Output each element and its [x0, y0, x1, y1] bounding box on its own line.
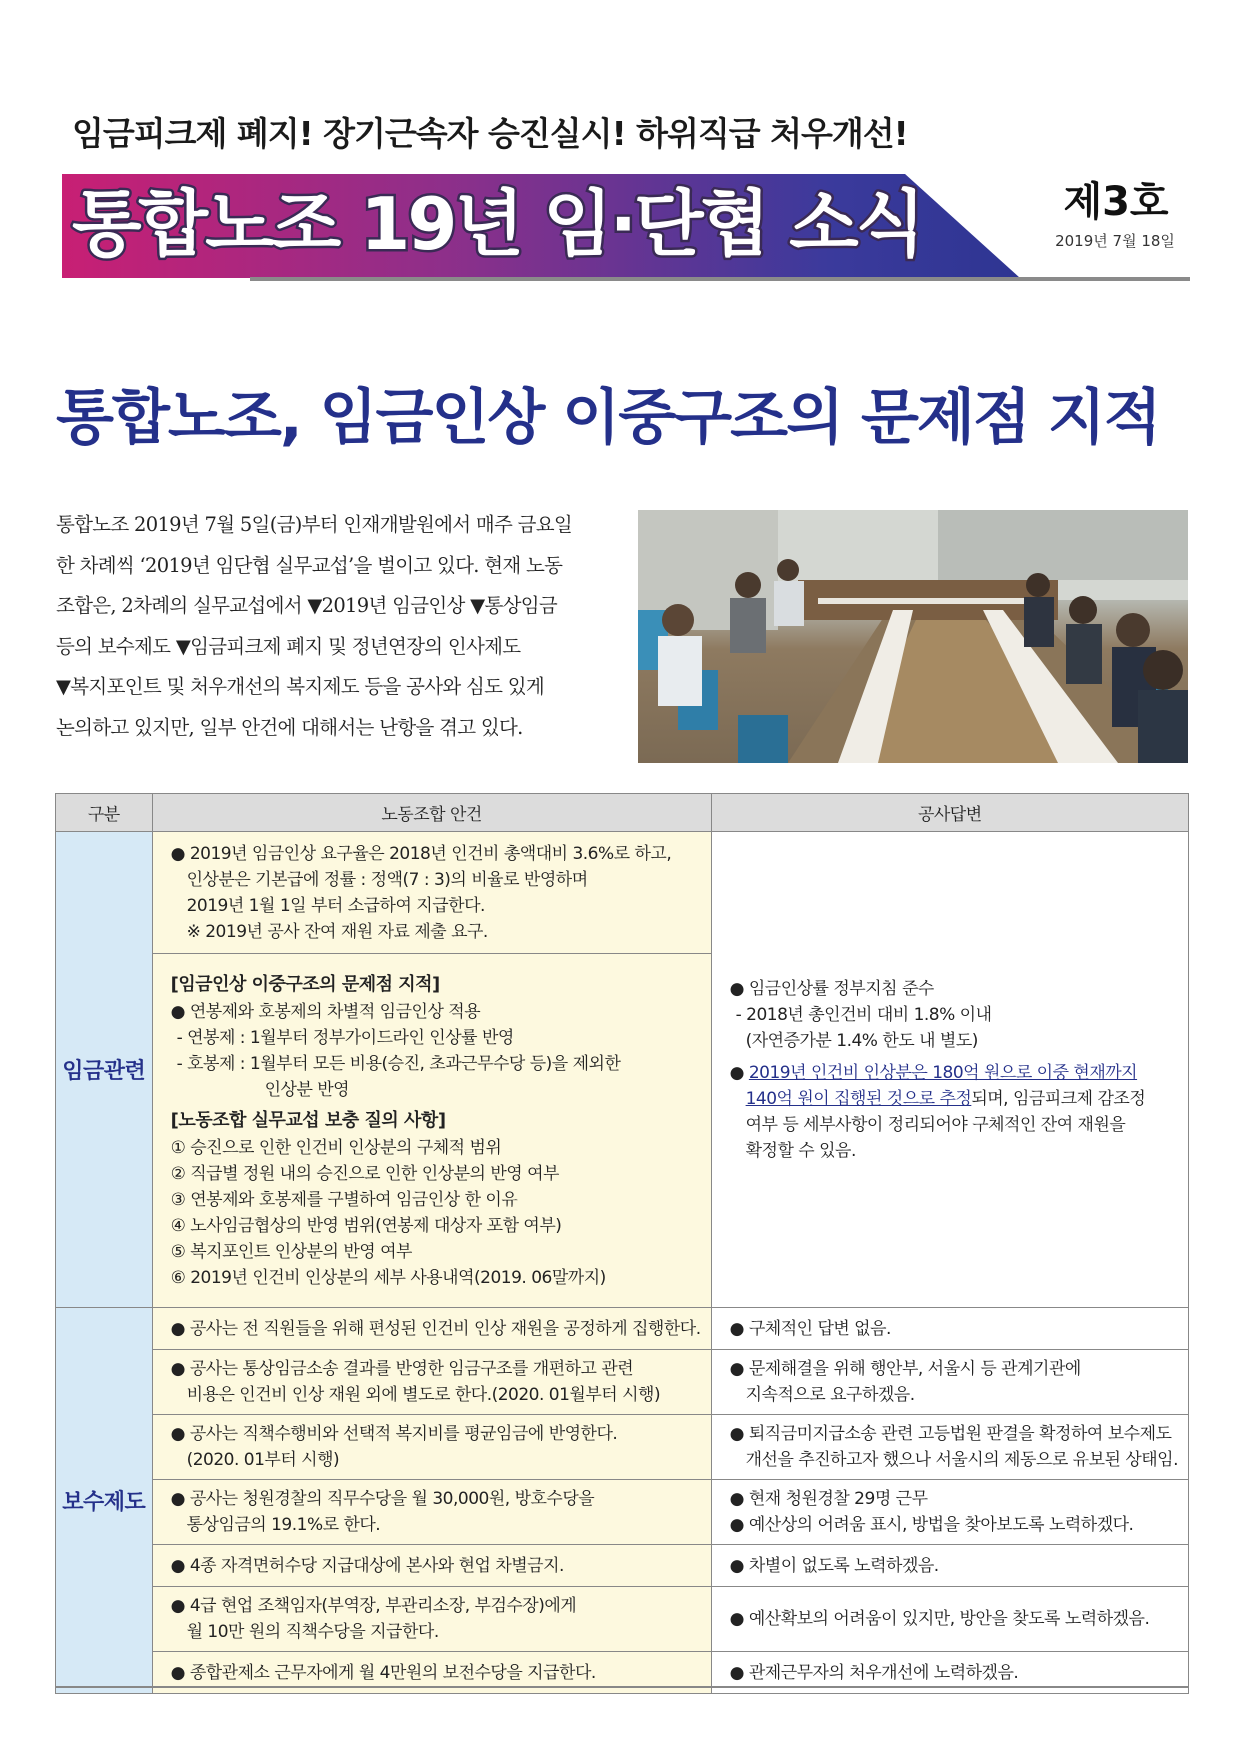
answer-line: 지속적으로 요구하겠음.	[745, 1385, 915, 1405]
proposal-line: 인상분은 기본급에 정률 : 정액(7 : 3)의 비율로 반영하며	[186, 869, 588, 890]
intro-line: 통합노조 2019년 7월 5일(금)부터 인재개발원에서 매주 금요일	[56, 513, 573, 536]
slogan: 임금피크제 폐지! 장기근속자 승진실시! 하위직급 처우개선!	[72, 114, 908, 153]
newsletter-title: 통합노조 19년 임·단협 소식	[72, 182, 923, 266]
question-item: ① 승진으로 인한 인건비 인상분의 구체적 범위	[170, 1137, 502, 1158]
answer-cell	[711, 1545, 1188, 1587]
section-heading: [노동조합 실무교섭 보충 질의 사항]	[170, 1109, 446, 1131]
proposal-line: ● 연봉제와 호봉제의 차별적 임금인상 적용	[170, 1001, 481, 1022]
proposal-note: ※ 2019년 공사 잔여 재원 자료 제출 요구.	[186, 921, 488, 942]
proposal-line: ● 공사는 통상임금소송 결과를 반영한 임금구조를 개편하고 관련	[170, 1359, 634, 1379]
column-header-union-proposal: 노동조합 안건	[152, 794, 711, 832]
proposal-cell	[152, 1415, 711, 1480]
table-row	[56, 1415, 1189, 1480]
intro-paragraph	[56, 505, 616, 748]
table-row	[56, 1587, 1189, 1652]
proposal-cell	[152, 1545, 711, 1587]
answer-cell	[711, 1480, 1188, 1545]
intro-line: 조합은, 2차례의 실무교섭에서 ▼2019년 임금인상 ▼통상임금	[56, 594, 557, 617]
table-row	[56, 1308, 1189, 1350]
intro-line: 한 차례씩 ‘2019년 임단협 실무교섭’을 벌이고 있다. 현재 노동	[56, 553, 563, 577]
proposal-line: - 호봉제 : 1월부터 모든 비용(승진, 초과근무수당 등)을 제외한	[176, 1053, 621, 1074]
proposal-line: ● 종합관제소 근무자에게 월 4만원의 보전수당을 지급한다.	[170, 1662, 596, 1683]
answer-line: ● 구체적인 답변 없음.	[729, 1318, 891, 1339]
answer-line: ● 문제해결을 위해 행안부, 서울시 등 관계기관에	[729, 1359, 1081, 1379]
category-wage: 임금관련	[56, 832, 153, 1308]
answer-highlight: 2019년 인건비 인상분은 180억 원으로 이중 현재까지	[748, 1062, 1138, 1083]
proposal-line: ● 공사는 청원경찰의 직무수당을 월 30,000원, 방호수당을	[170, 1489, 595, 1509]
answer-cell	[711, 1415, 1188, 1480]
issue-date: 2019년 7월 18일	[1055, 232, 1175, 250]
meeting-photo-illustration	[638, 510, 1188, 763]
table-row	[56, 1545, 1189, 1587]
proposal-cell	[152, 1480, 711, 1545]
answer-line: 개선을 추진하고자 했으나 서울시의 제동으로 유보된 상태임.	[745, 1450, 1178, 1470]
answer-line: ● 2019년 인건비 인상분은 180억 원으로 이중 현재까지	[729, 1062, 1138, 1083]
answer-line: ● 예산상의 어려움 표시, 방법을 찾아보도록 노력하겠다.	[729, 1515, 1134, 1535]
answer-line: (자연증가분 1.4% 한도 내 별도)	[745, 1030, 978, 1051]
answer-cell	[711, 832, 1188, 1308]
table-row	[56, 1480, 1189, 1545]
answer-line	[730, 1086, 1178, 1112]
question-item: ② 직급별 정원 내의 승진으로 인한 인상분의 반영 여부	[170, 1163, 559, 1184]
meeting-photo	[638, 510, 1188, 763]
table-row	[56, 1350, 1189, 1415]
proposal-line: 월 10만 원의 직책수당을 지급한다.	[186, 1622, 439, 1642]
intro-line: ▼복지포인트 및 처우개선의 복지제도 등을 공사와 심도 있게	[56, 675, 545, 698]
answer-cell	[711, 1587, 1188, 1652]
question-item: ⑥ 2019년 인건비 인상분의 세부 사용내역(2019. 06말까지)	[170, 1267, 606, 1288]
answer-cell	[711, 1350, 1188, 1415]
proposal-line: ● 공사는 전 직원들을 위해 편성된 인건비 인상 재원을 공정하게 집행한다.	[170, 1318, 701, 1339]
answer-line: ● 퇴직금미지급소송 관련 고등법원 판결을 확정하여 보수제도	[729, 1424, 1172, 1444]
proposal-cell	[152, 1587, 711, 1652]
column-header-company-answer: 공사답변	[711, 794, 1188, 832]
category-pay: 보수제도	[56, 1308, 153, 1694]
question-item: ⑤ 복지포인트 인상분의 반영 여부	[170, 1241, 412, 1262]
question-item: ③ 연봉제와 호봉제를 구별하여 임금인상 한 이유	[170, 1189, 518, 1210]
proposal-line: ● 2019년 임금인상 요구율은 2018년 인건비 총액대비 3.6%로 하고,	[170, 843, 672, 864]
proposal-line: 2019년 1월 1일 부터 소급하여 지급한다.	[186, 895, 485, 916]
masthead-banner	[62, 166, 1020, 278]
proposal-cell	[152, 1308, 711, 1350]
proposal-line: - 연봉제 : 1월부터 정부가이드라인 인상률 반영	[176, 1027, 514, 1048]
article-headline: 통합노조, 임금인상 이중구조의 문제점 지적	[56, 383, 1160, 453]
negotiation-table	[55, 793, 1189, 1694]
proposal-cell	[152, 954, 711, 1308]
answer-highlight: 140억 원이 집행된 것으로 추정	[745, 1088, 972, 1109]
answer-line: 확정할 수 있음.	[745, 1140, 856, 1161]
proposal-line: ● 4급 현업 조책임자(부역장, 부관리소장, 부검수장)에게	[170, 1596, 577, 1616]
answer-line: ● 예산확보의 어려움이 있지만, 방안을 찾도록 노력하겠음.	[729, 1609, 1150, 1629]
footer-divider	[55, 1686, 1189, 1688]
question-item: ④ 노사임금협상의 반영 범위(연봉제 대상자 포함 여부)	[170, 1215, 562, 1236]
answer-line: ● 임금인상률 정부지침 준수	[729, 978, 934, 999]
column-header-category: 구분	[56, 794, 153, 832]
intro-line: 논의하고 있지만, 일부 안건에 대해서는 난항을 겪고 있다.	[56, 715, 523, 739]
answer-line: ● 차별이 없도록 노력하겠음.	[729, 1555, 939, 1576]
proposal-line: ● 4종 자격면허수당 지급대상에 본사와 현업 차별금지.	[170, 1555, 564, 1576]
answer-line: ● 현재 청원경찰 29명 근무	[729, 1489, 928, 1509]
answer-line: ● 관제근무자의 처우개선에 노력하겠음.	[729, 1662, 1019, 1683]
section-heading: [임금인상 이중구조의 문제점 지적]	[170, 973, 440, 995]
proposal-line: (2020. 01부터 시행)	[186, 1450, 340, 1470]
table-row	[56, 832, 1189, 954]
answer-text: 되며, 임금피크제 감조정	[971, 1088, 1146, 1109]
proposal-cell	[152, 1350, 711, 1415]
header-divider	[250, 277, 1190, 281]
issue-number: 제3호	[1063, 179, 1169, 225]
intro-line: 등의 보수제도 ▼임금피크제 폐지 및 정년연장의 인사제도	[56, 634, 521, 658]
answer-line: 여부 등 세부사항이 정리되어야 구체적인 잔여 재원을	[745, 1114, 1126, 1135]
proposal-line: 인상분 반영	[264, 1079, 350, 1100]
answer-line: - 2018년 총인건비 대비 1.8% 이내	[735, 1004, 992, 1025]
answer-cell	[711, 1308, 1188, 1350]
proposal-line: 통상임금의 19.1%로 한다.	[186, 1515, 381, 1535]
proposal-line: ● 공사는 직책수행비와 선택적 복지비를 평균임금에 반영한다.	[170, 1424, 618, 1444]
proposal-cell	[152, 832, 711, 954]
proposal-line: 비용은 인건비 인상 재원 외에 별도로 한다.(2020. 01월부터 시행)	[186, 1385, 661, 1405]
